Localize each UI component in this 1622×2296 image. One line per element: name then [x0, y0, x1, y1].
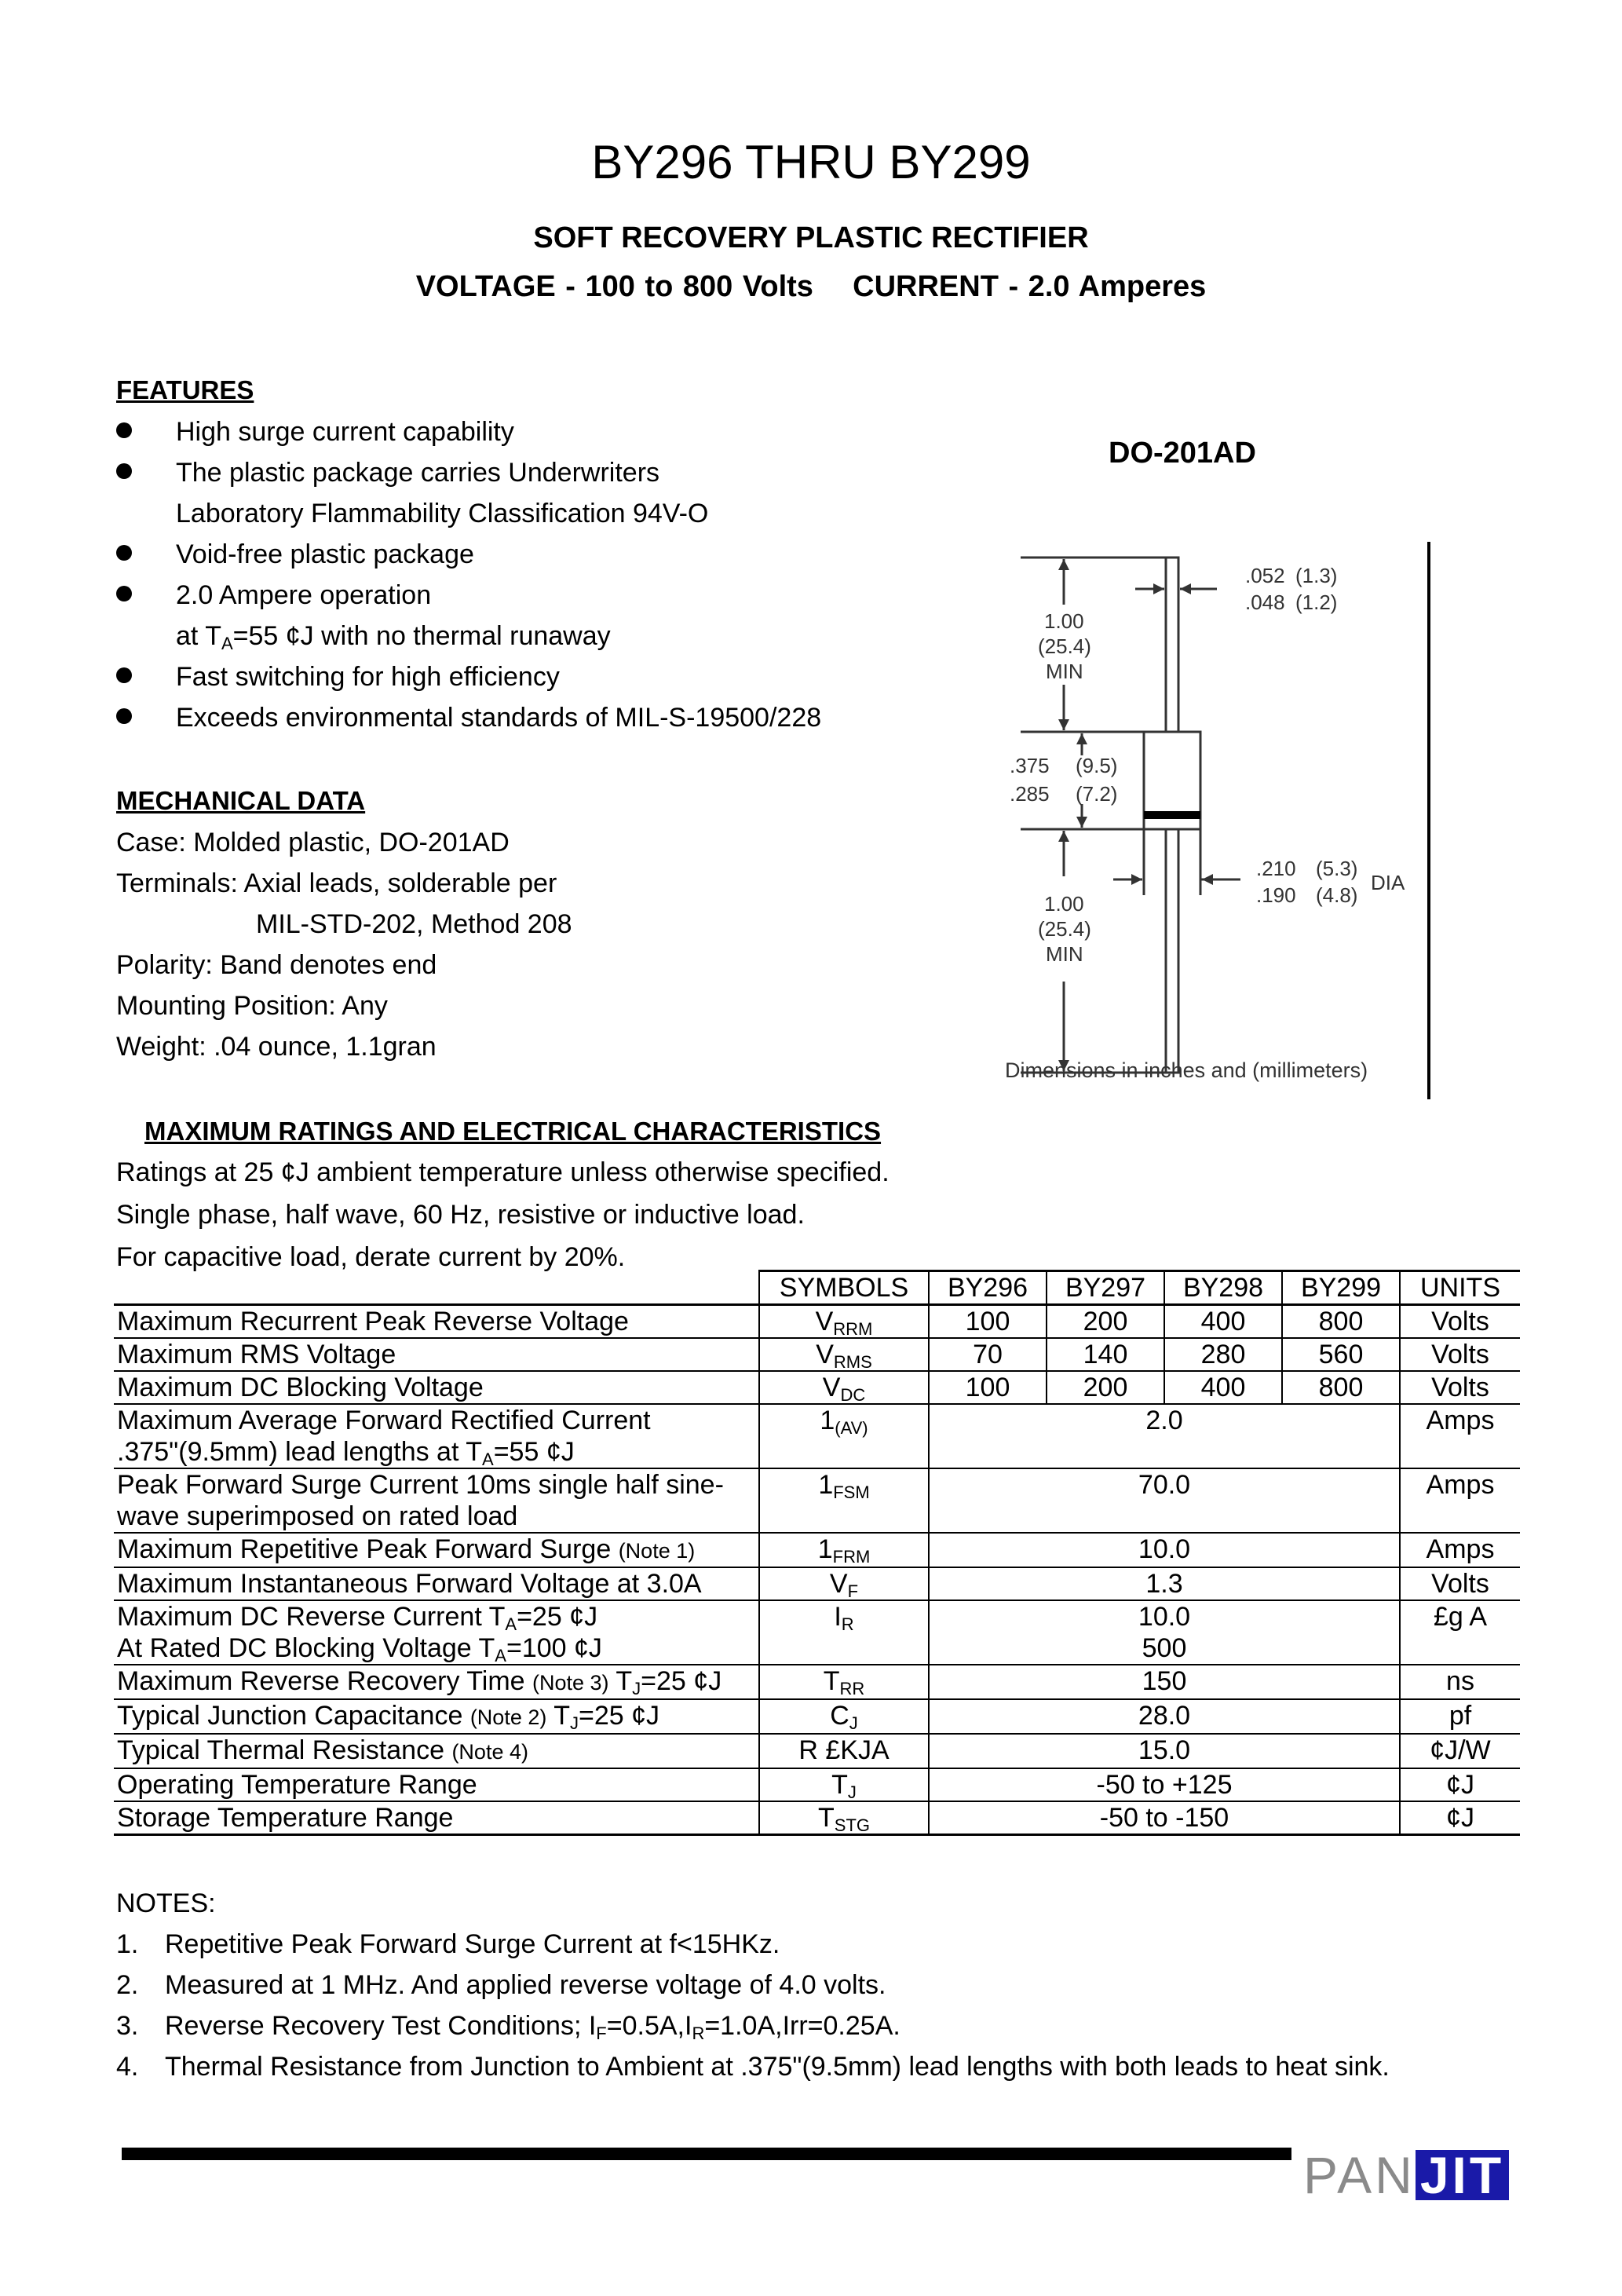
symbol-cell: $1_{FRM}$: [759, 1533, 929, 1567]
parameter-cell: [114, 1567, 759, 1600]
value-cell-merged: 150: [929, 1665, 1400, 1699]
symbol-cell: $1_{FSM}$: [759, 1468, 929, 1533]
parameter-line: Maximum RMS Voltage: [117, 1340, 396, 1369]
mechanical-case: Case: Molded plastic, DO-201AD: [116, 828, 510, 857]
value-cell: 140: [1047, 1338, 1164, 1371]
parameter-line: Peak Forward Surge Current 10ms single half sine-: [117, 1470, 724, 1500]
table-row: [114, 1338, 1520, 1371]
bullet-icon: [116, 463, 132, 479]
features-list: [116, 411, 948, 738]
value-cell: 70: [929, 1338, 1047, 1371]
table-header-cell: UNITS: [1400, 1271, 1520, 1305]
parameter-cell: [114, 1533, 759, 1567]
table-row: [114, 1404, 1520, 1468]
parameter-line: wave superimposed on rated load: [117, 1501, 518, 1531]
value-cell-merged: 10.0: [929, 1533, 1400, 1567]
dim-lead-dia-mm-max: (1.3): [1295, 564, 1338, 587]
symbol-cell: $I_R$: [759, 1600, 929, 1665]
bullet-icon: [116, 545, 132, 561]
parameter-line: Maximum DC Blocking Voltage: [117, 1373, 484, 1402]
table-header-cell: BY297: [1047, 1271, 1164, 1305]
parameter-cell: [114, 1734, 759, 1768]
feature-item-continued: Laboratory Flammability Classification 94V-O: [176, 499, 709, 528]
unit-cell: ¢J: [1400, 1768, 1520, 1801]
value-cell-merged: 28.0: [929, 1699, 1400, 1734]
feature-item: Void-free plastic package: [116, 534, 948, 575]
dim-top-lead-min: MIN: [1046, 660, 1083, 683]
bottom-lead: [1166, 829, 1178, 1073]
parameter-cell: [114, 1665, 759, 1699]
table-row: [114, 1305, 1520, 1339]
ratings-intro-line: Ratings at 25 ¢J ambient temperature unless otherwise specified.: [116, 1157, 890, 1187]
note-number: 2.: [116, 1970, 139, 2000]
value-cell-merged: 1.3: [929, 1567, 1400, 1600]
mechanical-heading: MECHANICAL DATA: [116, 786, 366, 815]
dim-lead-dia-inch-max: .052: [1245, 564, 1285, 587]
symbol-cell: $T_J$: [759, 1768, 929, 1801]
top-lead: [1166, 558, 1178, 732]
table-header-cell: SYMBOLS: [759, 1271, 929, 1305]
mechanical-mounting: Mounting Position: Any: [116, 991, 388, 1021]
table-row: [114, 1734, 1520, 1768]
symbol-cell: R £KJA: [759, 1734, 929, 1768]
feature-item: Exceeds environmental standards of MIL-S-19500/228: [116, 697, 948, 738]
table-row: [114, 1801, 1520, 1835]
value-cell: 400: [1164, 1371, 1282, 1404]
feature-item-continued: at $T_A=55$ ¢J with no thermal runaway: [176, 621, 611, 653]
value-cell: 200: [1047, 1305, 1164, 1339]
ratings-intro: [116, 1151, 890, 1278]
value-cell: 800: [1282, 1371, 1400, 1404]
table-row: [114, 1533, 1520, 1567]
parameter-line: Typical Junction Capacitance (Note 2) $T_J=25$ ¢J: [117, 1701, 659, 1733]
parameter-line: Operating Temperature Range: [117, 1770, 477, 1800]
note-item: 2. Measured at 1 MHz. And applied reverse voltage of 4.0 volts.: [116, 1965, 1569, 2005]
dim-body-dia-inch-max: .210: [1256, 857, 1296, 880]
dim-body-dia-mm-min: (4.8): [1316, 883, 1358, 907]
page-title: BY296 THRU BY299: [591, 136, 1031, 188]
voltage-current-rating: VOLTAGE - 100 to 800 Volts CURRENT - 2.0 Amperes: [415, 270, 1207, 303]
unit-cell: Volts: [1400, 1338, 1520, 1371]
table-row: [114, 1371, 1520, 1404]
value-cell: 100: [929, 1371, 1047, 1404]
bullet-icon: [116, 667, 132, 683]
unit-cell: ns: [1400, 1665, 1520, 1699]
value-cell-merged: 10.0 500: [929, 1600, 1400, 1665]
value-cell: 280: [1164, 1338, 1282, 1371]
table-row: [114, 1600, 1520, 1665]
ratings-intro-line: For capacitive load, derate current by 20%.: [116, 1242, 626, 1272]
value-cell: 100: [929, 1305, 1047, 1339]
parameter-line: Storage Temperature Range: [117, 1803, 454, 1833]
unit-cell: Amps: [1400, 1468, 1520, 1533]
dim-body-dia-inch-min: .190: [1256, 883, 1296, 907]
parameter-line: Typical Thermal Resistance (Note 4): [117, 1735, 528, 1765]
features-heading: FEATURES: [116, 375, 254, 404]
parameter-line: Maximum Instantaneous Forward Voltage at 3.0A: [117, 1569, 702, 1599]
table-header-cell: BY299: [1282, 1271, 1400, 1305]
unit-cell: Volts: [1400, 1305, 1520, 1339]
note-number: 3.: [116, 2011, 139, 2041]
parameter-line: Maximum Recurrent Peak Reverse Voltage: [117, 1307, 629, 1336]
dim-body-len-mm-min: (7.2): [1076, 782, 1118, 806]
symbol-cell: $V_{RRM}$: [759, 1305, 929, 1339]
table-row: [114, 1665, 1520, 1699]
value-cell-merged: -50 to -150: [929, 1801, 1400, 1835]
parameter-cell: [114, 1404, 759, 1468]
table-header-cell: [114, 1271, 759, 1305]
parameter-line: At Rated DC Blocking Voltage $T_A=100$ ¢J: [117, 1633, 602, 1665]
mechanical-weight: Weight: .04 ounce, 1.1gran: [116, 1032, 437, 1062]
value-cell: 560: [1282, 1338, 1400, 1371]
parameter-cell: [114, 1699, 759, 1734]
dim-bottom-lead-inch: 1.00: [1044, 892, 1084, 916]
feature-item: High surge current capability: [116, 411, 948, 452]
unit-cell: ¢J: [1400, 1801, 1520, 1835]
feature-item: 2.0 Ampere operation: [116, 575, 948, 616]
mechanical-terminals: Terminals: Axial leads, solderable per: [116, 868, 557, 898]
dim-body-len-mm-max: (9.5): [1076, 754, 1118, 777]
bullet-icon: [116, 708, 132, 724]
polarity-band: [1144, 811, 1200, 819]
value-cell-merged: 15.0: [929, 1734, 1400, 1768]
notes-heading: NOTES:: [116, 1888, 216, 1918]
mechanical-list: [116, 822, 901, 1067]
value-cell-merged: -50 to +125: [929, 1768, 1400, 1801]
bullet-icon: [116, 586, 132, 601]
dim-body-len-inch-min: .285: [1010, 782, 1050, 806]
dim-top-lead-inch: 1.00: [1044, 609, 1084, 633]
table-header-row: [114, 1271, 1520, 1305]
feature-item: The plastic package carries Underwriters: [116, 452, 948, 493]
bullet-icon: [116, 422, 132, 438]
dim-bottom-lead-mm: (25.4): [1038, 917, 1091, 941]
dim-body-dia-mm-max: (5.3): [1316, 857, 1358, 880]
panjit-logo: PANJIT: [1303, 2145, 1509, 2200]
symbol-cell: $V_F$: [759, 1567, 929, 1600]
symbol-cell: $C_J$: [759, 1699, 929, 1734]
parameter-cell: [114, 1371, 759, 1404]
notes-section: [116, 1883, 1569, 2087]
parameter-line: Maximum Repetitive Peak Forward Surge (Note 1): [117, 1534, 696, 1564]
mechanical-polarity: Polarity: Band denotes end: [116, 950, 437, 980]
value-cell: 400: [1164, 1305, 1282, 1339]
ratings-table: [114, 1270, 1520, 1836]
parameter-line: Maximum Reverse Recovery Time (Note 3) $T_J=25$ ¢J: [117, 1666, 722, 1698]
parameter-cell: [114, 1468, 759, 1533]
ratings-heading: MAXIMUM RATINGS AND ELECTRICAL CHARACTERISTICS: [144, 1117, 882, 1146]
note-number: 1.: [116, 1929, 139, 1959]
unit-cell: Volts: [1400, 1371, 1520, 1404]
unit-cell: ¢J/W: [1400, 1734, 1520, 1768]
table-row: [114, 1468, 1520, 1533]
parameter-cell: [114, 1305, 759, 1339]
symbol-cell: $V_{RMS}$: [759, 1338, 929, 1371]
ratings-intro-line: Single phase, half wave, 60 Hz, resistive or inductive load.: [116, 1200, 805, 1230]
parameter-cell: [114, 1801, 759, 1835]
footer-rule: [122, 2148, 1291, 2160]
symbol-cell: $1_{(AV)}$: [759, 1404, 929, 1468]
table-header-cell: BY296: [929, 1271, 1047, 1305]
value-cell: 200: [1047, 1371, 1164, 1404]
parameter-line: Maximum Average Forward Rectified Current: [117, 1406, 651, 1435]
note-item: 4. Thermal Resistance from Junction to Ambient at .375"(9.5mm) lead lengths with both leads to heat sink.: [116, 2046, 1569, 2087]
unit-cell: Volts: [1400, 1567, 1520, 1600]
parameter-line: Maximum DC Reverse Current $T_A=25$ ¢J: [117, 1602, 598, 1634]
package-name: DO-201AD: [1109, 437, 1256, 470]
symbol-cell: $T_{RR}$: [759, 1665, 929, 1699]
unit-cell: Amps: [1400, 1404, 1520, 1468]
unit-cell: pf: [1400, 1699, 1520, 1734]
dimension-caption: Dimensions in inches and (millimeters): [1005, 1058, 1368, 1082]
value-cell: 800: [1282, 1305, 1400, 1339]
value-cell-merged: 70.0: [929, 1468, 1400, 1533]
unit-cell: £g A: [1400, 1600, 1520, 1665]
dim-bottom-lead-min: MIN: [1046, 942, 1083, 966]
package-dimension-drawing: [981, 542, 1452, 1107]
table-row: [114, 1768, 1520, 1801]
note-item: 1. Repetitive Peak Forward Surge Current at f<15HKz.: [116, 1924, 1569, 1965]
note-item: 3. Reverse Recovery Test Conditions; $I_F=0.5A,I_R=1.0A,Irr=0.25A$.: [116, 2005, 1569, 2046]
parameter-cell: [114, 1338, 759, 1371]
dim-body-dia-label: DIA: [1371, 871, 1405, 894]
parameter-cell: [114, 1768, 759, 1801]
dim-lead-dia-mm-min: (1.2): [1295, 590, 1338, 614]
table-row: [114, 1567, 1520, 1600]
table-row: [114, 1699, 1520, 1734]
unit-cell: Amps: [1400, 1533, 1520, 1567]
symbol-cell: $T_{STG}$: [759, 1801, 929, 1835]
feature-item: Fast switching for high efficiency: [116, 656, 948, 697]
table-header-cell: BY298: [1164, 1271, 1282, 1305]
dim-lead-dia-inch-min: .048: [1245, 590, 1285, 614]
dim-top-lead-mm: (25.4): [1038, 634, 1091, 658]
parameter-cell: [114, 1600, 759, 1665]
note-number: 4.: [116, 2052, 139, 2082]
subtitle: SOFT RECOVERY PLASTIC RECTIFIER: [533, 221, 1089, 254]
value-cell-merged: 2.0: [929, 1404, 1400, 1468]
mechanical-terminals-standard: MIL-STD-202, Method 208: [256, 909, 572, 939]
parameter-line: .375"(9.5mm) lead lengths at $T_A=55$ ¢J: [117, 1437, 575, 1469]
notes-list: [116, 1924, 1569, 2087]
dim-body-len-inch-max: .375: [1010, 754, 1050, 777]
symbol-cell: $V_{DC}$: [759, 1371, 929, 1404]
